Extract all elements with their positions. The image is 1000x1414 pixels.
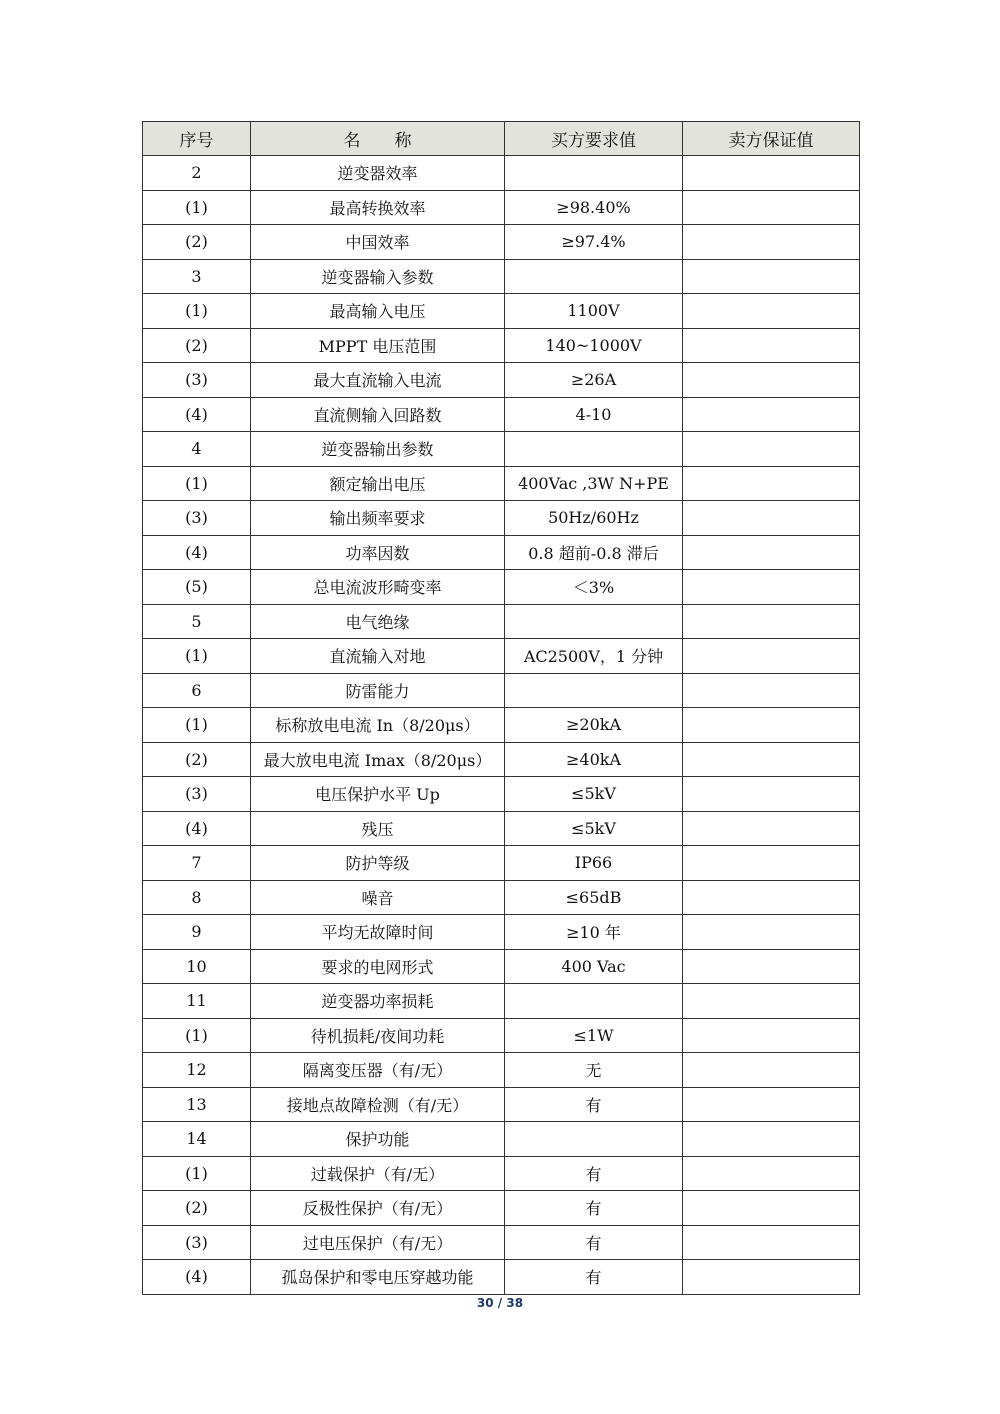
cell-no: (1) — [143, 639, 251, 674]
cell-no: (4) — [143, 397, 251, 432]
cell-seller-guarantee — [683, 570, 860, 605]
cell-no: (1) — [143, 466, 251, 501]
cell-buyer-requirement: IP66 — [505, 846, 683, 881]
cell-buyer-requirement: 4-10 — [505, 397, 683, 432]
table-row — [143, 397, 860, 432]
cell-seller-guarantee — [683, 708, 860, 743]
cell-no: (2) — [143, 225, 251, 260]
cell-name: 逆变器效率 — [251, 156, 505, 191]
table-header — [143, 122, 860, 156]
cell-name: 逆变器功率损耗 — [251, 984, 505, 1019]
table-row — [143, 604, 860, 639]
cell-buyer-requirement — [505, 1122, 683, 1157]
cell-buyer-requirement: ≤1W — [505, 1018, 683, 1053]
page-number: 30 / 38 — [476, 1296, 524, 1310]
cell-buyer-requirement: ≥20kA — [505, 708, 683, 743]
cell-seller-guarantee — [683, 1122, 860, 1157]
table-row — [143, 949, 860, 984]
cell-name: 最高转换效率 — [251, 190, 505, 225]
cell-buyer-requirement: 无 — [505, 1053, 683, 1088]
cell-buyer-requirement: ≥40kA — [505, 742, 683, 777]
table-row — [143, 1225, 860, 1260]
cell-name: 直流输入对地 — [251, 639, 505, 674]
cell-name: 要求的电网形式 — [251, 949, 505, 984]
cell-name: 防雷能力 — [251, 673, 505, 708]
table-row — [143, 639, 860, 674]
cell-seller-guarantee — [683, 811, 860, 846]
cell-name: 待机损耗/夜间功耗 — [251, 1018, 505, 1053]
header-no: 序号 — [143, 122, 251, 156]
header-seller-guarantee: 卖方保证值 — [683, 122, 860, 156]
cell-seller-guarantee — [683, 604, 860, 639]
table-row — [143, 156, 860, 191]
cell-buyer-requirement: 有 — [505, 1260, 683, 1295]
cell-buyer-requirement: 有 — [505, 1156, 683, 1191]
table-row — [143, 501, 860, 536]
table-row — [143, 1018, 860, 1053]
cell-seller-guarantee — [683, 1087, 860, 1122]
cell-no: 3 — [143, 259, 251, 294]
table-row — [143, 673, 860, 708]
cell-seller-guarantee — [683, 225, 860, 260]
cell-name: 残压 — [251, 811, 505, 846]
cell-buyer-requirement: AC2500V，1 分钟 — [505, 639, 683, 674]
table-row — [143, 432, 860, 467]
cell-seller-guarantee — [683, 984, 860, 1019]
cell-name: 总电流波形畸变率 — [251, 570, 505, 605]
cell-seller-guarantee — [683, 949, 860, 984]
cell-seller-guarantee — [683, 501, 860, 536]
cell-no: (1) — [143, 1156, 251, 1191]
table-row — [143, 777, 860, 812]
cell-buyer-requirement: ≥26A — [505, 363, 683, 398]
cell-name: 功率因数 — [251, 535, 505, 570]
cell-seller-guarantee — [683, 1156, 860, 1191]
cell-no: (3) — [143, 1225, 251, 1260]
cell-buyer-requirement — [505, 604, 683, 639]
cell-no: (1) — [143, 190, 251, 225]
cell-name: 额定输出电压 — [251, 466, 505, 501]
cell-seller-guarantee — [683, 742, 860, 777]
cell-no: 6 — [143, 673, 251, 708]
cell-name: 孤岛保护和零电压穿越功能 — [251, 1260, 505, 1295]
cell-seller-guarantee — [683, 777, 860, 812]
cell-name: 输出频率要求 — [251, 501, 505, 536]
cell-no: 4 — [143, 432, 251, 467]
table-row — [143, 259, 860, 294]
cell-name: 中国效率 — [251, 225, 505, 260]
header-buyer-requirement: 买方要求值 — [505, 122, 683, 156]
cell-name: 反极性保护（有/无） — [251, 1191, 505, 1226]
cell-no: (1) — [143, 708, 251, 743]
cell-buyer-requirement: 1100V — [505, 294, 683, 329]
cell-buyer-requirement: 400 Vac — [505, 949, 683, 984]
cell-buyer-requirement: 有 — [505, 1225, 683, 1260]
cell-no: (4) — [143, 811, 251, 846]
cell-no: 5 — [143, 604, 251, 639]
cell-seller-guarantee — [683, 673, 860, 708]
cell-seller-guarantee — [683, 1053, 860, 1088]
cell-name: 电气绝缘 — [251, 604, 505, 639]
cell-no: 12 — [143, 1053, 251, 1088]
table-row — [143, 570, 860, 605]
table-row — [143, 984, 860, 1019]
cell-no: (1) — [143, 294, 251, 329]
cell-buyer-requirement: 0.8 超前-0.8 滞后 — [505, 535, 683, 570]
cell-no: (4) — [143, 535, 251, 570]
cell-name: 噪音 — [251, 880, 505, 915]
cell-buyer-requirement: ＜3% — [505, 570, 683, 605]
table-row — [143, 363, 860, 398]
cell-seller-guarantee — [683, 466, 860, 501]
cell-no: (5) — [143, 570, 251, 605]
cell-buyer-requirement: 有 — [505, 1191, 683, 1226]
cell-seller-guarantee — [683, 432, 860, 467]
cell-no: 8 — [143, 880, 251, 915]
table-row — [143, 1087, 860, 1122]
cell-name: 逆变器输入参数 — [251, 259, 505, 294]
cell-seller-guarantee — [683, 397, 860, 432]
cell-seller-guarantee — [683, 294, 860, 329]
cell-name: 隔离变压器（有/无） — [251, 1053, 505, 1088]
cell-no: 9 — [143, 915, 251, 950]
table-row — [143, 1156, 860, 1191]
cell-no: (3) — [143, 777, 251, 812]
cell-buyer-requirement: 50Hz/60Hz — [505, 501, 683, 536]
cell-name: MPPT 电压范围 — [251, 328, 505, 363]
cell-name: 最高输入电压 — [251, 294, 505, 329]
header-row — [143, 122, 860, 156]
cell-buyer-requirement — [505, 984, 683, 1019]
cell-name: 保护功能 — [251, 1122, 505, 1157]
cell-name: 电压保护水平 Up — [251, 777, 505, 812]
table-row — [143, 915, 860, 950]
cell-no: 2 — [143, 156, 251, 191]
cell-name: 防护等级 — [251, 846, 505, 881]
cell-buyer-requirement: 有 — [505, 1087, 683, 1122]
cell-name: 过电压保护（有/无） — [251, 1225, 505, 1260]
table-row — [143, 190, 860, 225]
cell-seller-guarantee — [683, 639, 860, 674]
table-row — [143, 466, 860, 501]
cell-seller-guarantee — [683, 259, 860, 294]
table-row — [143, 535, 860, 570]
cell-name: 最大放电电流 Imax（8/20μs） — [251, 742, 505, 777]
cell-seller-guarantee — [683, 1260, 860, 1295]
cell-seller-guarantee — [683, 846, 860, 881]
table-row — [143, 1191, 860, 1226]
cell-no: (3) — [143, 501, 251, 536]
table-row — [143, 1122, 860, 1157]
cell-name: 标称放电电流 In（8/20μs） — [251, 708, 505, 743]
cell-buyer-requirement — [505, 259, 683, 294]
cell-seller-guarantee — [683, 535, 860, 570]
header-name: 名 称 — [251, 122, 505, 156]
cell-no: 14 — [143, 1122, 251, 1157]
cell-name: 最大直流输入电流 — [251, 363, 505, 398]
cell-no: 13 — [143, 1087, 251, 1122]
cell-no: (2) — [143, 1191, 251, 1226]
table-body — [143, 156, 860, 1295]
table-row — [143, 328, 860, 363]
cell-no: 11 — [143, 984, 251, 1019]
cell-seller-guarantee — [683, 190, 860, 225]
cell-name: 直流侧输入回路数 — [251, 397, 505, 432]
cell-seller-guarantee — [683, 328, 860, 363]
cell-seller-guarantee — [683, 156, 860, 191]
cell-buyer-requirement: ≥10 年 — [505, 915, 683, 950]
table-row — [143, 225, 860, 260]
cell-buyer-requirement: ≥97.4% — [505, 225, 683, 260]
cell-buyer-requirement: 400Vac ,3W N+PE — [505, 466, 683, 501]
cell-name: 平均无故障时间 — [251, 915, 505, 950]
cell-no: (4) — [143, 1260, 251, 1295]
cell-seller-guarantee — [683, 1191, 860, 1226]
table-row — [143, 294, 860, 329]
table-row — [143, 880, 860, 915]
cell-buyer-requirement: ≤5kV — [505, 811, 683, 846]
table-row — [143, 708, 860, 743]
cell-name: 过载保护（有/无） — [251, 1156, 505, 1191]
table-row — [143, 742, 860, 777]
cell-no: (2) — [143, 328, 251, 363]
cell-buyer-requirement — [505, 432, 683, 467]
cell-name: 逆变器输出参数 — [251, 432, 505, 467]
cell-buyer-requirement — [505, 156, 683, 191]
cell-seller-guarantee — [683, 1018, 860, 1053]
table-row — [143, 811, 860, 846]
cell-seller-guarantee — [683, 880, 860, 915]
cell-seller-guarantee — [683, 363, 860, 398]
cell-seller-guarantee — [683, 915, 860, 950]
spec-table — [142, 121, 860, 1295]
cell-no: 10 — [143, 949, 251, 984]
cell-seller-guarantee — [683, 1225, 860, 1260]
cell-buyer-requirement: ≤65dB — [505, 880, 683, 915]
table-row — [143, 1260, 860, 1295]
cell-name: 接地点故障检测（有/无） — [251, 1087, 505, 1122]
table-row — [143, 1053, 860, 1088]
table-row — [143, 846, 860, 881]
cell-buyer-requirement: ≥98.40% — [505, 190, 683, 225]
cell-buyer-requirement: 140~1000V — [505, 328, 683, 363]
cell-no: (2) — [143, 742, 251, 777]
cell-no: (1) — [143, 1018, 251, 1053]
cell-buyer-requirement — [505, 673, 683, 708]
cell-no: 7 — [143, 846, 251, 881]
cell-no: (3) — [143, 363, 251, 398]
cell-buyer-requirement: ≤5kV — [505, 777, 683, 812]
